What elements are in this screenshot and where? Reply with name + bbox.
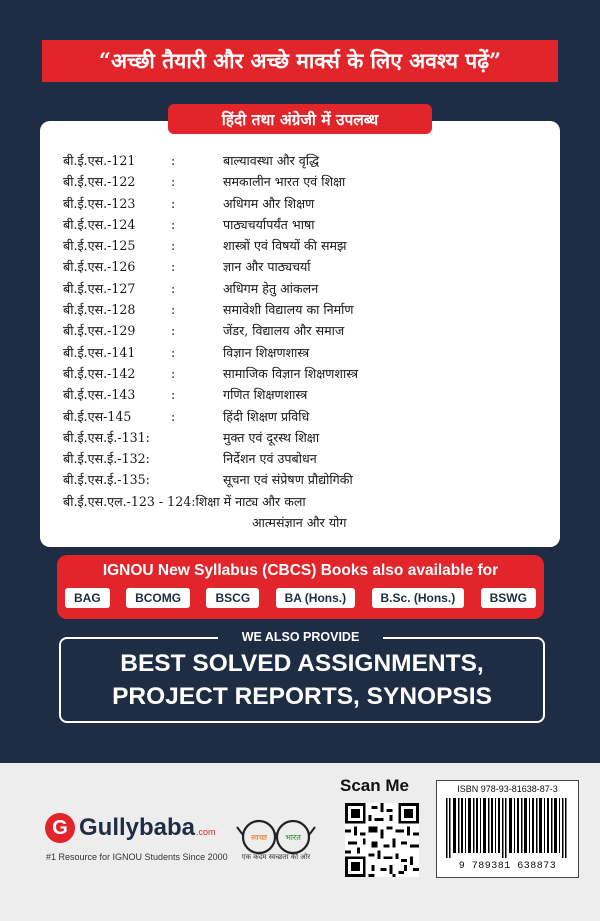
course-row-combined — [63, 491, 543, 512]
course-title: समावेशी विद्यालय का निर्माण — [223, 302, 354, 318]
course-separator: : — [171, 408, 176, 424]
program-list — [65, 588, 536, 608]
course-separator: : — [171, 280, 176, 296]
cbcs-programs-box — [57, 555, 544, 619]
headline-banner — [42, 40, 558, 82]
course-title: गणित शिक्षणशास्त्र — [223, 387, 308, 403]
course-code: बी.ई.एस.-142 — [63, 365, 136, 381]
course-title: सूचना एवं संप्रेषण प्रौद्योगिकी — [223, 472, 353, 488]
course-separator: : — [171, 195, 176, 211]
course-title: मुक्त एवं दूरस्थ शिक्षा — [223, 429, 320, 445]
swachh-right-word: भारत — [285, 833, 301, 842]
course-row — [63, 214, 543, 235]
availability-tag — [168, 104, 432, 134]
course-title: सामाजिक विज्ञान शिक्षणशास्त्र — [223, 365, 359, 381]
headline-text: “अच्छी तैयारी और अच्छे मार्क्स के लिए अवश्य पढ़ें” — [98, 48, 502, 73]
course-row — [63, 320, 543, 341]
course-row — [63, 469, 543, 490]
program-badge: B.Sc. (Hons.) — [372, 588, 465, 608]
course-code: बी.ई.एस.-121 — [63, 153, 136, 168]
course-code: बी.ई.एस.-128 — [63, 302, 136, 318]
availability-text: हिंदी तथा अंग्रेजी में उपलब्ध — [221, 110, 379, 129]
course-list — [63, 150, 543, 533]
logo-tagline: #1 Resource for IGNOU Students Since 2000 — [46, 852, 228, 862]
course-row — [63, 448, 543, 469]
course-code: बी.ई.एस-145 — [63, 408, 132, 424]
provide-line-1: BEST SOLVED ASSIGNMENTS, — [120, 650, 484, 677]
course-title: बाल्यावस्था और वृद्धि — [223, 153, 320, 168]
course-separator: : — [171, 238, 176, 254]
course-separator: : — [171, 387, 176, 403]
course-row — [63, 342, 543, 363]
course-code: बी.ई.एस.-127 — [63, 280, 136, 296]
course-code: बी.ई.एस.-122 — [63, 174, 136, 190]
course-code: बी.ई.एस.-124 — [63, 216, 136, 232]
scan-me-label: Scan Me — [340, 776, 409, 795]
qr-code-icon — [345, 803, 419, 877]
course-title: हिंदी शिक्षण प्रविधि — [223, 408, 310, 424]
course-row — [63, 299, 543, 320]
logo-suffix: .com — [196, 827, 216, 837]
swachh-left-word: स्वच्छ — [250, 833, 268, 842]
course-row — [63, 150, 543, 171]
course-row — [63, 193, 543, 214]
barcode-number: 9 789381 638873 — [458, 861, 557, 872]
course-code: बी.ई.एस.ई.-135: — [63, 472, 150, 488]
course-separator: : — [171, 323, 176, 339]
course-separator: : — [171, 365, 176, 381]
program-badge: BSWG — [481, 588, 536, 608]
program-badge: BCOMG — [126, 588, 190, 608]
course-code: बी.ई.एस.ई.-132: — [63, 451, 150, 467]
course-row-continuation — [63, 512, 543, 533]
course-title: शास्त्रों एवं विषयों की समझ — [223, 238, 347, 254]
course-continuation-title: आत्मसंज्ञान और योग — [252, 515, 347, 531]
logo-name: Gullybaba — [79, 814, 196, 841]
course-separator: : — [171, 216, 176, 232]
course-title: ज्ञान और पाठ्यचर्या — [223, 259, 311, 275]
course-code: बी.ई.एस.ई.-131: — [63, 429, 150, 445]
logo-mark: G — [45, 813, 75, 843]
isbn-label: ISBN 978-93-81638-87-3 — [457, 784, 558, 794]
course-separator: : — [171, 302, 176, 318]
course-code: बी.ई.एस.-123 — [63, 195, 136, 211]
course-title: पाठ्यचर्यापर्यंत भाषा — [223, 216, 315, 232]
barcode-icon — [446, 798, 569, 858]
course-code: बी.ई.एस.-126 — [63, 259, 136, 275]
course-combined-text: बी.ई.एस.एल.-123 - 124:शिक्षा में नाट्य और कला — [63, 493, 306, 509]
course-separator: : — [171, 153, 176, 168]
program-badge: BSCG — [206, 588, 259, 608]
program-badge: BAG — [65, 588, 110, 608]
publisher-logo — [45, 813, 216, 843]
course-row — [63, 235, 543, 256]
course-code: बी.ई.एस.-143 — [63, 387, 136, 403]
provide-line-2: PROJECT REPORTS, SYNOPSIS — [112, 683, 492, 710]
course-code: बी.ई.एस.-141 — [63, 344, 136, 360]
course-code: बी.ई.एस.-129 — [63, 323, 136, 339]
course-separator: : — [171, 259, 176, 275]
course-title: निर्देशन एवं उपबोधन — [223, 451, 317, 467]
course-title: समकालीन भारत एवं शिक्षा — [223, 174, 346, 190]
course-title: विज्ञान शिक्षणशास्त्र — [223, 344, 310, 360]
isbn-barcode-box — [436, 780, 579, 878]
course-title: जेंडर, विद्यालय और समाज — [223, 323, 345, 339]
provide-label: WE ALSO PROVIDE — [218, 628, 383, 646]
course-title: अधिगम हेतु आंकलन — [223, 280, 319, 296]
course-row — [63, 171, 543, 192]
course-row — [63, 256, 543, 277]
course-row — [63, 384, 543, 405]
course-row — [63, 406, 543, 427]
course-title: अधिगम और शिक्षण — [223, 195, 315, 211]
cbcs-title: IGNOU New Syllabus (CBCS) Books also available for — [102, 562, 499, 579]
course-code: बी.ई.एस.-125 — [63, 238, 136, 254]
course-row — [63, 427, 543, 448]
swachh-tagline: एक कदम स्वच्छता की ओर — [241, 853, 311, 861]
course-row — [63, 278, 543, 299]
course-separator: : — [171, 174, 176, 190]
course-row — [63, 363, 543, 384]
program-badge: BA (Hons.) — [276, 588, 356, 608]
course-separator: : — [171, 344, 176, 360]
